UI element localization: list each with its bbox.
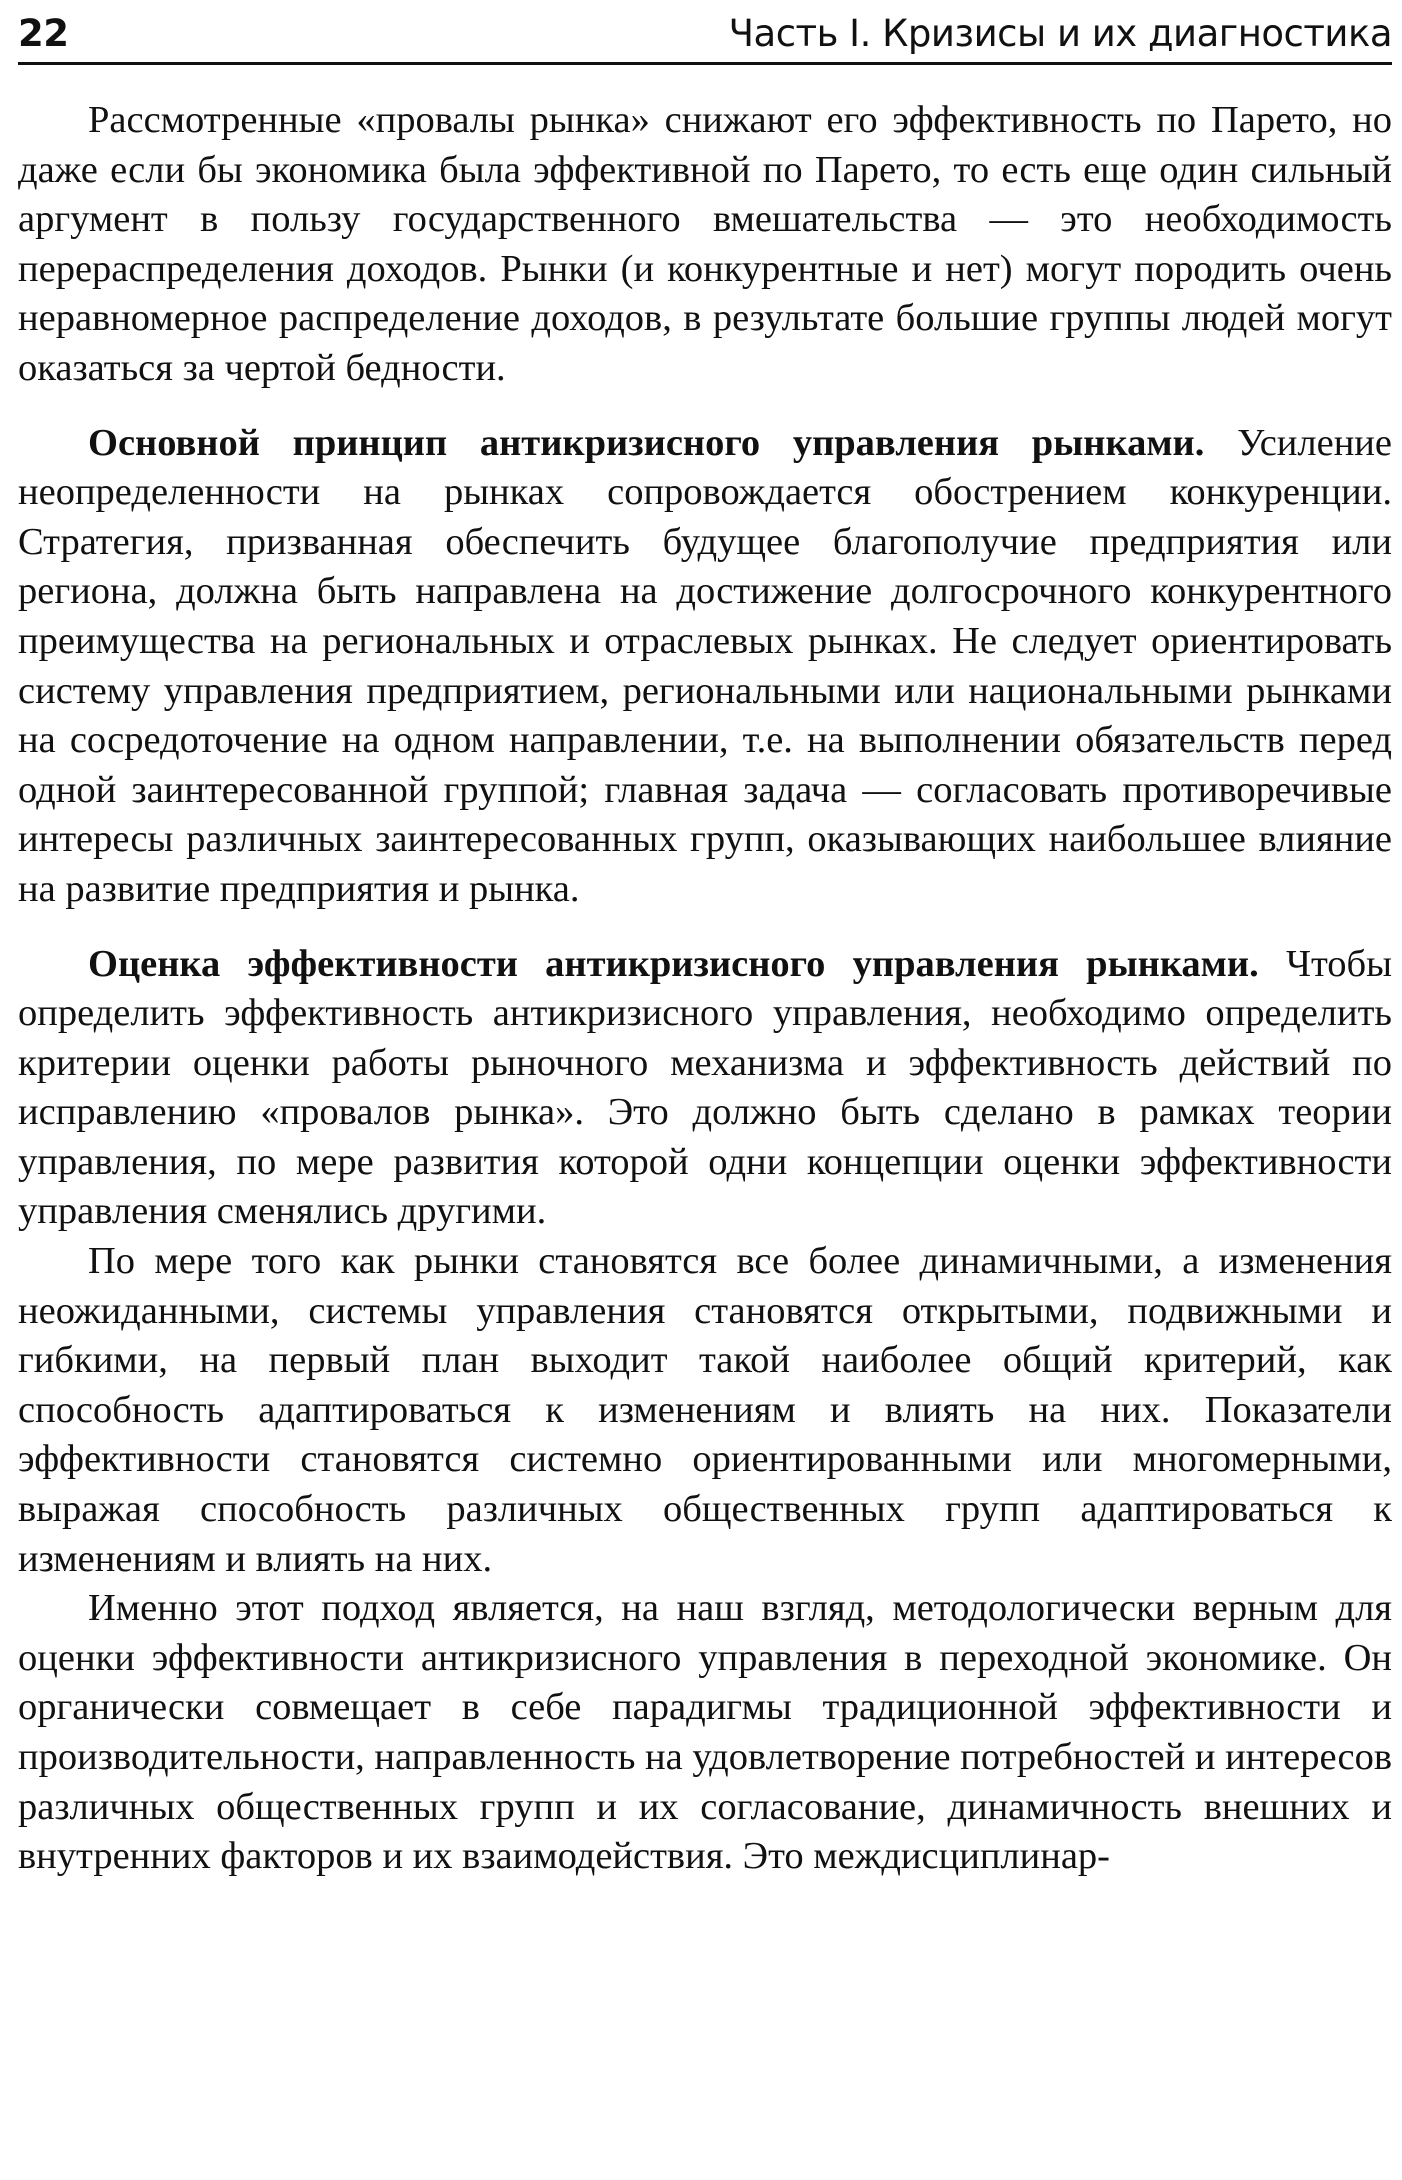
- paragraph-efficiency-assessment: [18, 940, 1392, 1238]
- paragraph-text: Рассмотренные «провалы рынка» снижают его эффективность по Парето, но даже если бы экономика была эффективной по Парето, то есть еще один сильный аргумент в пользу государственного вмешательства — это необходимость перераспределения доходов. Рынки (и конкурентные и нет) могут породить очень неравномерное распределение доходов, в результате большие группы людей могут оказаться за чертой бедности.: [18, 99, 1392, 389]
- paragraph-text: Именно этот подход является, на наш взгляд, методологически верным для оценки эффективности антикризисного управления в переходной экономике. Он органически совмещает в себе парадигмы традиционной эффективности и производительности, направленность на удовлетворение потребностей и интересов различных общественных групп и их согласование, динамичность внешних и внутренних факторов и их взаимодействия. Это междисциплинар-: [18, 1587, 1393, 1878]
- body-text: [18, 96, 1392, 1882]
- paragraph-heading: Основной принцип антикризисного управления рынками.: [88, 421, 1205, 464]
- paragraph-text: Усиление неопределенности на рынках сопровождается обострением конкуренции. Стратегия, призванная обеспечить будущее благополучие предприятия или региона, должна быть направлена на достижение долгосрочного конкурентного преимущества на региональных и отраслевых рынках. Не следует ориентировать систему управления предприятием, региональными или национальными рынками на сосредоточение на одном направлении, т.е. на выполнении обязательств перед одной заинтересованной группой; главная задача — согласовать противоречивые интересы различных заинтересованных групп, оказывающих наибольшее влияние на развитие предприятия и рынка.: [18, 421, 1392, 910]
- paragraph-text: Чтобы определить эффективность антикризисного управления, необходимо определить критерии оценки работы рыночного механизма и эффективность действий по исправлению «провалов рынка». Это должно быть сделано в рамках теории управления, по мере развития которой одни концепции оценки эффективности управления сменялись другими.: [18, 942, 1393, 1233]
- running-header: [18, 6, 1392, 65]
- paragraph-dynamic-markets: [18, 1237, 1392, 1584]
- paragraph-text: По мере того как рынки становятся все более динамичными, а изменения неожиданными, системы управления становятся открытыми, подвижными и гибкими, на первый план выходит такой наиболее общий критерий, как способность адаптироваться к изменениям и влиять на них. Показатели эффективности становятся системно ориентированными или многомерными, выражая способность различных общественных групп адаптироваться к изменениям и влиять на них.: [18, 1240, 1392, 1580]
- paragraph-main-principle: [18, 419, 1392, 915]
- paragraph-methodology: [18, 1584, 1392, 1882]
- page-number: 22: [18, 12, 69, 55]
- chapter-title: Часть I. Кризисы и их диагностика: [728, 12, 1392, 55]
- paragraph-heading: Оценка эффективности антикризисного управления рынками.: [88, 942, 1259, 985]
- paragraph-income-redistribution: [18, 96, 1392, 394]
